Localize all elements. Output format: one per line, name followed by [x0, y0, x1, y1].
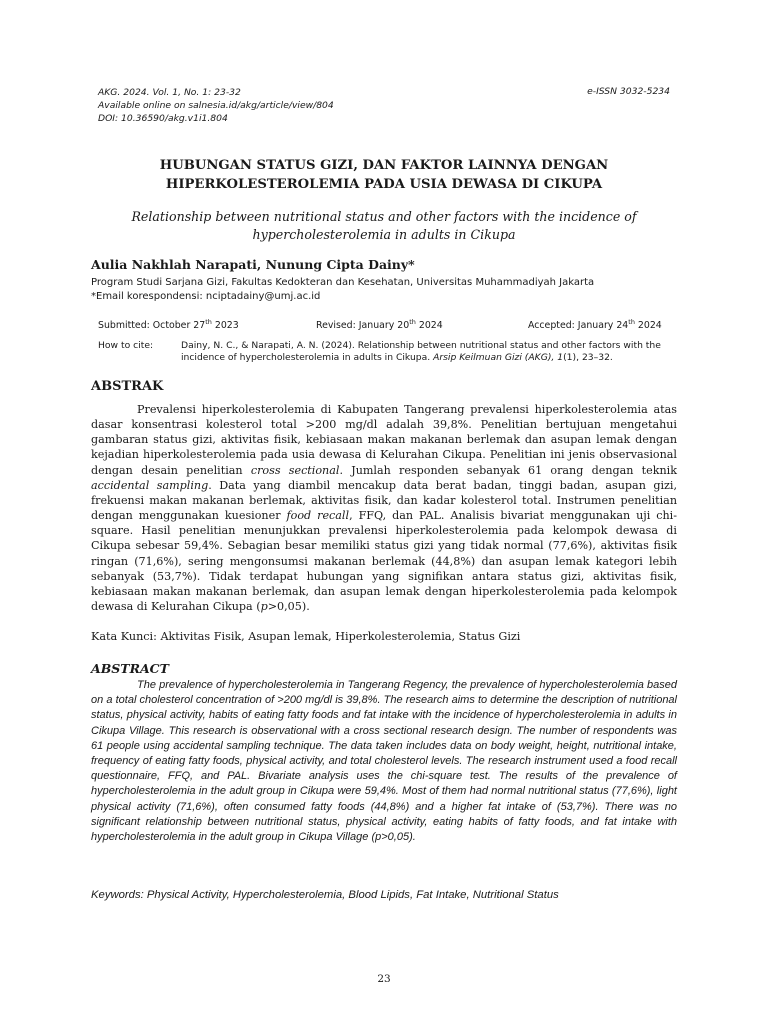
- affiliation-block: [91, 276, 691, 304]
- submitted-date: Submitted: October 27th 2023: [98, 317, 239, 331]
- abstract-heading: ABSTRACT: [91, 661, 169, 676]
- authors: Aulia Nakhlah Narapati, Nunung Cipta Dainy*: [91, 257, 415, 272]
- doi-line[interactable]: DOI: 10.36590/akg.v1i1.804: [98, 113, 228, 124]
- eissn: e-ISSN 3032-5234: [587, 86, 670, 97]
- subtitle-line-2: hypercholesterolemia in adults in Cikupa: [252, 227, 516, 242]
- affiliation: Program Studi Sarjana Gizi, Fakultas Kedokteran dan Kesehatan, Universitas Muhammadiyah Jakarta: [91, 277, 595, 288]
- how-to-cite-label: How to cite:: [98, 340, 154, 351]
- accepted-date: Accepted: January 24th 2024: [528, 317, 662, 331]
- keywords: Keywords: Physical Activity, Hypercholesterolemia, Blood Lipids, Fat Intake, Nutritional Status: [91, 889, 559, 901]
- paper-title: [90, 156, 678, 194]
- abstrak-body: Prevalensi hiperkolesterolemia di Kabupaten Tangerang prevalensi hiperkolesterolemia atas dasar konsentrasi kolesterol total >200 mg/dl adalah 39,8%. Penelitian bertujuan mengetahui gambaran status gizi, aktivitas fisik, kebiasaan makan makanan berlemak dan asupan lemak dengan kejadian hiperkolesterolemia pada usia dewasa di Kelurahan Cikupa. Penelitian ini jenis observasional dengan desain penelitian cross sectional. Jumlah responden sebanyak 61 orang dengan teknik accidental sampling. Data yang diambil mencakup data berat badan, tinggi badan, asupan gizi, frekuensi makan makanan berlemak, aktivitas fisik, dan kadar kolesterol total. Instrumen penelitian dengan menggunakan kuesioner food recall, FFQ, dan PAL. Analisis bivariat menggunakan uji chi-square. Hasil penelitian menunjukkan prevalensi hiperkolesterolemia pada kelompok dewasa di Cikupa sebesar 59,4%. Sebagian besar memiliki status gizi yang tidak normal (77,6%), aktivitas fisik ringan (71,6%), sering mengonsumsi makanan berlemak (44,8%) dan asupan lemak kategori lebih sebanyak (53,7%). Tidak terdapat hubungan yang signifikan antara status gizi, aktivitas fisik, kebiasaan makan makanan berlemak, dan asupan lemak dengan hiperkolesterolemia pada kelompok dewasa di Kelurahan Cikupa (p>0,05).: [91, 403, 677, 614]
- journal-meta: [98, 86, 458, 125]
- available-online-line[interactable]: Available online on salnesia.id/akg/article/view/804: [98, 100, 334, 111]
- kata-kunci: Kata Kunci: Aktivitas Fisik, Asupan lemak, Hiperkolesterolemia, Status Gizi: [91, 630, 521, 643]
- paper-subtitle: [90, 208, 678, 244]
- abstrak-heading: ABSTRAK: [91, 379, 164, 394]
- journal-line: AKG. 2024. Vol. 1, No. 1: 23-32: [98, 87, 241, 98]
- page-number: 23: [377, 973, 391, 985]
- abstract-body: The prevalence of hypercholesterolemia in Tangerang Regency, the prevalence of hypercholesterolemia based on a total cholesterol concentration of >200 mg/dl is 39,8%. The research aims to determine the description of nutritional status, physical activity, habits of eating fatty foods and fat intake with the incidence of hypercholesterolemia in adults in Cikupa Village. This research is observational with a cross sectional research design. The number of respondents was 61 people using accidental sampling technique. The data taken includes data on body weight, height, nutritional intake, frequency of eating fatty foods, physical activity, and total cholesterol levels. The research instrument used a food recall questionnaire, FFQ, and PAL. Bivariate analysis uses the chi-square test. The results of the prevalence of hypercholesterolemia in the adult group in Cikupa were 59,4%. Most of them had normal nutritional status (77,6%), light physical activity (71,6%), often consumed fatty foods (44,8%) and a higher fat intake of (53,7%). There was no significant relationship between nutritional status, physical activity, eating habits of fatty foods, and fat intake with hypercholesterolemia in the adult group in Cikupa Village (p>0,05).: [91, 679, 677, 844]
- subtitle-line-1: Relationship between nutritional status and other factors with the incidence of: [131, 209, 637, 224]
- corresponding-email[interactable]: *Email korespondensi: nciptadainy@umj.ac.id: [91, 291, 321, 302]
- revised-date: Revised: January 20th 2024: [316, 317, 443, 331]
- how-to-cite-text: Dainy, N. C., & Narapati, A. N. (2024). Relationship between nutritional status and other factors with the incidence of hypercholesterolemia in adults in Cikupa. Arsip Keilmuan Gizi (AKG), 1(1), 23–32.: [181, 340, 661, 363]
- title-line-1: HUBUNGAN STATUS GIZI, DAN FAKTOR LAINNYA DENGAN: [159, 158, 609, 173]
- title-line-2: HIPERKOLESTEROLEMIA PADA USIA DEWASA DI CIKUPA: [165, 177, 603, 192]
